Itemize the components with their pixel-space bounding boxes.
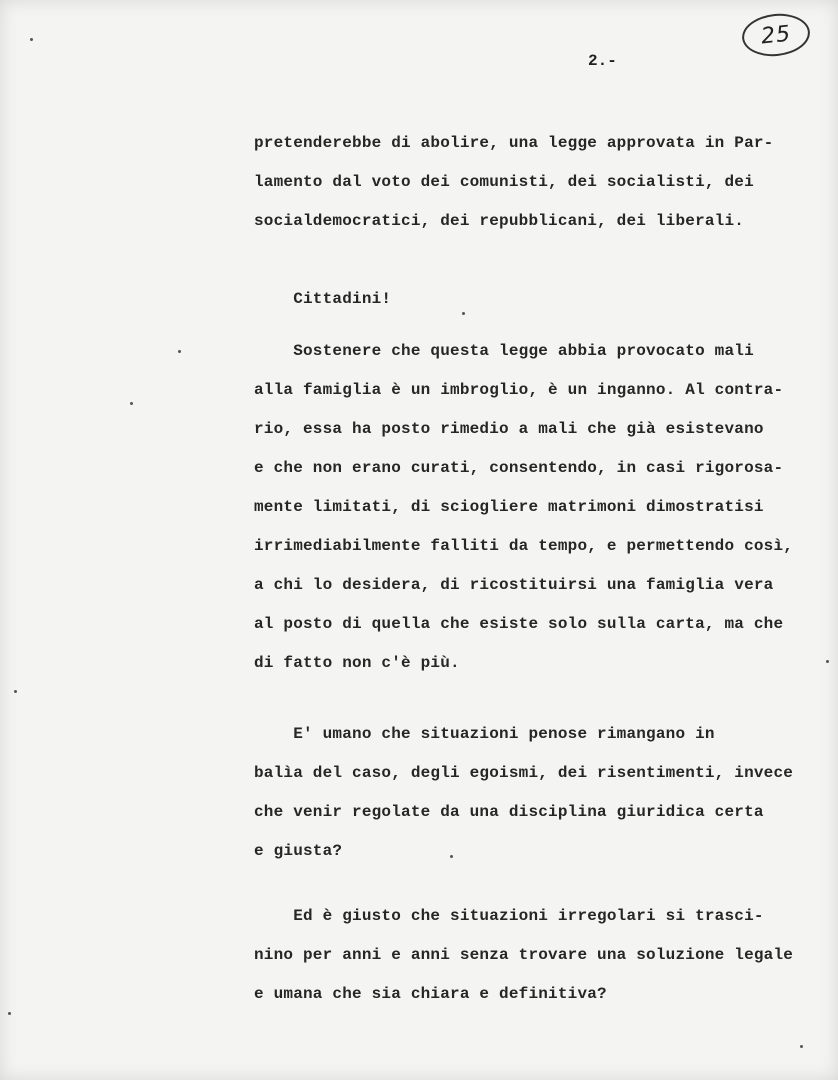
paper-speck xyxy=(462,312,465,315)
paper-speck xyxy=(130,402,133,405)
text-line: alla famiglia è un imbroglio, è un inganno. Al contra- xyxy=(254,381,784,399)
text-line: balìa del caso, degli egoismi, dei risentimenti, invece xyxy=(254,764,794,782)
paper-speck xyxy=(8,1012,11,1015)
stamp-number: 25 xyxy=(759,21,793,49)
text-line: al posto di quella che esiste solo sulla carta, ma che xyxy=(254,615,784,633)
text-line: nino per anni e anni senza trovare una soluzione legale xyxy=(254,946,794,964)
paper-speck xyxy=(14,690,17,693)
paper-speck xyxy=(800,1045,803,1048)
text-line: Sostenere che questa legge abbia provocato mali xyxy=(254,342,754,360)
text-line: che venir regolate da una disciplina giuridica certa xyxy=(254,803,764,821)
text-line: Ed è giusto che situazioni irregolari si trasci- xyxy=(254,907,764,925)
paper-speck xyxy=(826,660,829,663)
text-line: e umana che sia chiara e definitiva? xyxy=(254,985,607,1003)
text-line: lamento dal voto dei comunisti, dei socialisti, dei xyxy=(254,173,754,191)
text-line: di fatto non c'è più. xyxy=(254,654,460,672)
salutation: Cittadini! xyxy=(254,290,392,308)
text-line: irrimediabilmente falliti da tempo, e permettendo così, xyxy=(254,537,794,555)
page-number: 2.- xyxy=(588,52,617,70)
text-line: e giusta? xyxy=(254,842,343,860)
paper-speck xyxy=(178,350,181,353)
text-line: e che non erano curati, consentendo, in casi rigorosa- xyxy=(254,459,784,477)
text-line: rio, essa ha posto rimedio a mali che già esistevano xyxy=(254,420,764,438)
paper-speck xyxy=(30,38,33,41)
text-line: mente limitati, di sciogliere matrimoni dimostratisi xyxy=(254,498,764,516)
page-stamp xyxy=(740,11,812,60)
text-line: a chi lo desidera, di ricostituirsi una famiglia vera xyxy=(254,576,774,594)
text-line: socialdemocratici, dei repubblicani, dei liberali. xyxy=(254,212,745,230)
text-line: pretenderebbe di abolire, una legge approvata in Par- xyxy=(254,134,774,152)
paper-speck xyxy=(450,855,453,858)
text-line: E' umano che situazioni penose rimangano in xyxy=(254,725,715,743)
